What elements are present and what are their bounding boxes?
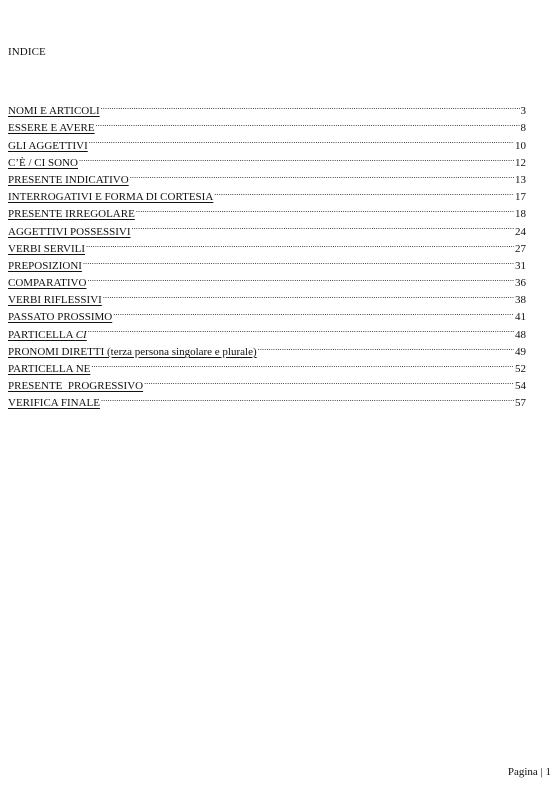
toc-entry-title[interactable]: ESSERE E AVERE — [8, 122, 95, 135]
toc-entry-page[interactable]: 17 — [515, 191, 526, 204]
toc-entry-page[interactable]: 12 — [515, 156, 526, 169]
toc-entry[interactable] — [8, 269, 526, 290]
toc-dot-leader — [91, 355, 514, 372]
toc-dot-leader — [103, 286, 514, 303]
toc-dot-leader — [214, 183, 514, 200]
toc-dot-leader — [88, 320, 514, 337]
toc-entry-page[interactable]: 27 — [515, 242, 526, 255]
toc-dot-leader — [132, 217, 514, 234]
toc-entry[interactable] — [8, 166, 526, 186]
page-number-footer: Pagina | 1 — [507, 766, 551, 778]
toc-dot-leader — [113, 303, 514, 320]
toc-entry-title[interactable]: VERIFICA FINALE — [8, 397, 100, 410]
toc-entry-title[interactable]: C’È / CI SONO — [8, 156, 78, 169]
toc-entry[interactable] — [8, 149, 526, 169]
toc-dot-leader — [136, 200, 514, 217]
toc-dot-leader — [144, 372, 514, 389]
toc-dot-leader — [101, 97, 520, 114]
toc-dot-leader — [101, 389, 514, 406]
toc-entry-page[interactable]: 54 — [515, 380, 526, 393]
toc-dot-leader — [79, 149, 514, 166]
toc-entry-title[interactable]: AGGETTIVI POSSESSIVI — [8, 225, 131, 238]
toc-entry-title-text: PARTICELLA — [8, 328, 76, 341]
toc-entry-page[interactable]: 10 — [515, 139, 526, 152]
index-heading: INDICE — [8, 46, 46, 58]
toc-entry[interactable] — [8, 97, 526, 118]
toc-entry-page[interactable]: 49 — [515, 345, 526, 358]
toc-dot-leader — [87, 269, 514, 286]
toc-entry-title[interactable]: PRONOMI DIRETTI (terza persona singolare e plurale) — [8, 345, 257, 358]
toc-dot-leader — [130, 166, 514, 183]
toc-entry[interactable] — [8, 252, 526, 272]
toc-entry-page[interactable]: 48 — [515, 328, 526, 341]
toc-entry-page[interactable]: 36 — [515, 277, 526, 290]
toc-entry-title[interactable]: PRESENTE PROGRESSIVO — [8, 380, 144, 393]
toc-entry-page[interactable]: 18 — [515, 208, 526, 221]
toc-entry-page[interactable]: 31 — [515, 259, 526, 272]
toc-entry-title[interactable]: INTERROGATIVI E FORMA DI CORTESIA — [8, 191, 214, 204]
toc-entry-page[interactable]: 8 — [520, 122, 526, 135]
toc-entry-title[interactable]: PRESENTE INDICATIVO — [8, 173, 129, 186]
toc-entry-title[interactable]: COMPARATIVO — [8, 277, 87, 290]
toc-dot-leader — [258, 338, 514, 355]
toc-dot-leader — [83, 252, 514, 269]
toc-entry-title[interactable]: NOMI E ARTICOLI — [8, 105, 100, 118]
toc-entry-title[interactable]: GLI AGGETTIVI — [8, 139, 88, 152]
toc-entry-title[interactable]: PRESENTE IRREGOLARE — [8, 208, 135, 221]
toc-entry-page[interactable]: 13 — [515, 173, 526, 186]
table-of-contents — [8, 97, 526, 410]
toc-entry-title[interactable]: PASSATO PROSSIMO — [8, 311, 113, 324]
toc-entry-page[interactable]: 38 — [515, 294, 526, 307]
toc-entry-title[interactable]: VERBI RIFLESSIVI — [8, 294, 102, 307]
toc-dot-leader — [96, 114, 520, 131]
toc-entry-page[interactable]: 52 — [515, 363, 526, 375]
toc-entry-title[interactable]: VERBI SERVILI — [8, 242, 86, 255]
toc-entry-page[interactable]: 3 — [520, 105, 526, 118]
toc-dot-leader — [89, 131, 514, 148]
toc-entry-page[interactable]: 41 — [515, 311, 526, 324]
toc-entry-page[interactable]: 24 — [515, 225, 526, 238]
toc-entry-title[interactable]: PARTICELLA NE — [8, 363, 91, 375]
toc-dot-leader — [86, 235, 514, 252]
toc-entry-title-italic: CI — [75, 328, 87, 341]
toc-entry-page[interactable]: 57 — [515, 397, 526, 410]
toc-entry-title[interactable] — [8, 327, 87, 344]
toc-entry[interactable] — [8, 235, 526, 255]
toc-entry-title[interactable]: PREPOSIZIONI — [8, 259, 82, 272]
